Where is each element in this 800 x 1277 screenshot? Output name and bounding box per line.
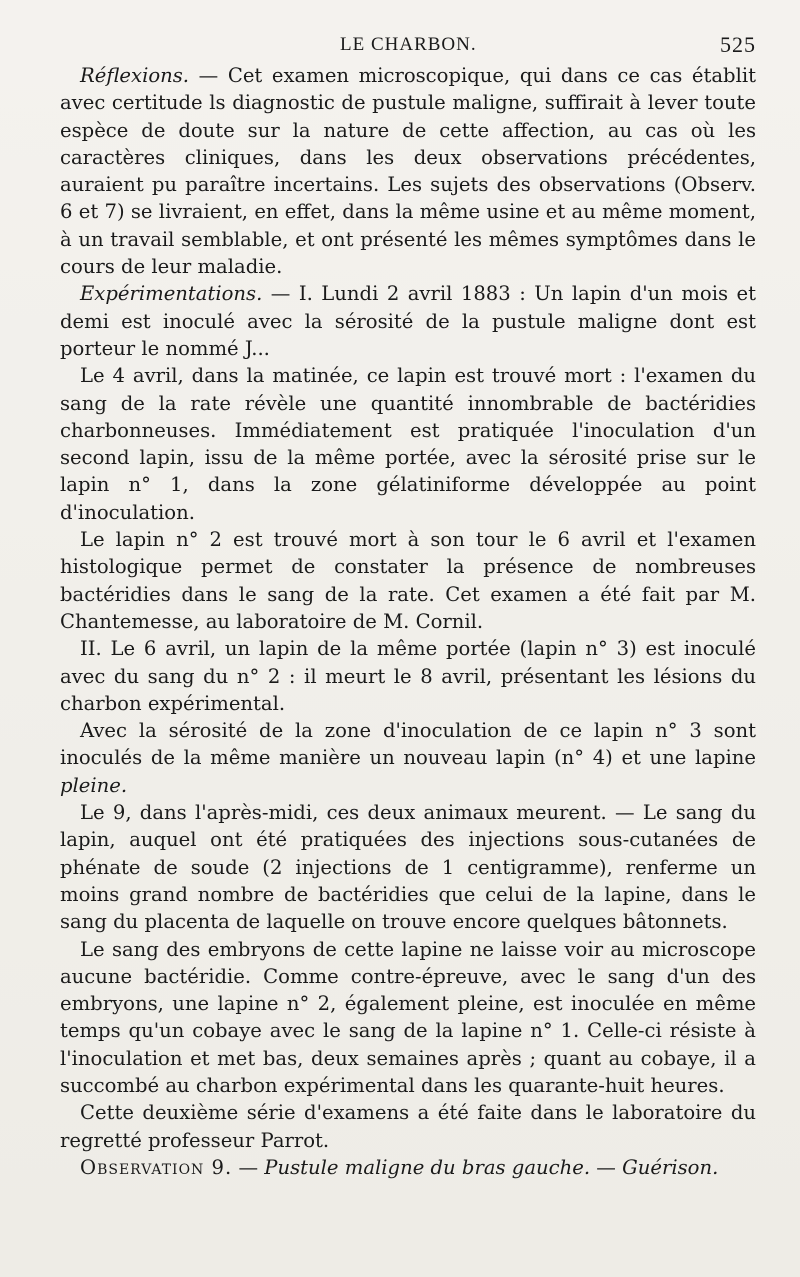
observation-separator: — bbox=[232, 1155, 265, 1179]
observation-heading bbox=[60, 1154, 756, 1181]
paragraph-tail: pleine. bbox=[60, 773, 128, 797]
observation-outcome: Guérison. bbox=[622, 1155, 719, 1179]
running-head bbox=[60, 28, 756, 62]
paragraph-text: Cette deuxième série d'examens a été faite dans le laboratoire du regretté professeur Parrot. bbox=[60, 1101, 756, 1152]
paragraph-reflexions bbox=[60, 62, 756, 280]
running-title: LE CHARBON. bbox=[340, 34, 477, 55]
paragraph-experimentations bbox=[60, 280, 756, 362]
paragraph-text: Le 4 avril, dans la matinée, ce lapin est trouvé mort : l'examen du sang de la rate révèle une quantité innombrable de bactéridies charbonneuses. Immédiatement est pratiquée l'inoculation d'un second lapin, issu de la même portée, avec la sérosité prise sur le lapin n° 1, dans la zone gélatiniforme développée au point d'inoculation. bbox=[60, 364, 756, 524]
paragraph bbox=[60, 717, 756, 799]
body-text bbox=[60, 62, 756, 1181]
paragraph-text: Le 9, dans l'après-midi, ces deux animaux meurent. — Le sang du lapin, auquel ont été pratiquées des injections sous-cutanées de phénate de soude (2 injections de 1 centigramme), renferme un moins grand nombre de bactéridies que celui de la lapine, dans le sang du placenta de laquelle on trouve encore quelques bâtonnets. bbox=[60, 801, 756, 934]
paragraph-text: II. Le 6 avril, un lapin de la même portée (lapin n° 3) est inoculé avec du sang du n° 2 : il meurt le 8 avril, présentant les lésions du charbon expérimental. bbox=[60, 637, 756, 715]
paragraph-text: Avec la sérosité de la zone d'inoculation de ce lapin n° 3 sont inoculés de la même manière un nouveau lapin (n° 4) et une lapine bbox=[60, 719, 756, 770]
paragraph-text: Le sang des embryons de cette lapine ne laisse voir au microscope aucune bactéridie. Comme contre-épreuve, avec le sang d'un des embryons, une lapine n° 2, également pleine, est inoculée en même temps qu'un cobaye avec le sang de la lapine n° 1. Celle-ci résiste à l'inoculation et met bas, deux semaines après ; quant au cobaye, il a succombé au charbon expérimental dans les quarante-huit heures. bbox=[60, 937, 756, 1097]
paragraph bbox=[60, 362, 756, 526]
paragraph bbox=[60, 936, 756, 1100]
observation-separator: — bbox=[590, 1155, 623, 1179]
page-number: 525 bbox=[720, 32, 756, 57]
paragraph bbox=[60, 1099, 756, 1154]
observation-label: Observation 9. bbox=[80, 1155, 233, 1179]
paragraph-text: Le lapin n° 2 est trouvé mort à son tour le 6 avril et l'examen histologique permet de constater la présence de nombreuses bactéridies dans le sang de la rate. Cet examen a été fait par M. Chantemesse, au laboratoire de M. Cornil. bbox=[60, 528, 756, 633]
observation-title: Pustule maligne du bras gauche. bbox=[264, 1155, 591, 1179]
paragraph-lead: Réflexions. bbox=[80, 64, 190, 87]
paragraph bbox=[60, 799, 756, 935]
paragraph-text: — I. Lundi 2 avril 1883 : Un lapin d'un mois et demi est inoculé avec la sérosité de la pustule maligne dont est porteur le nommé J... bbox=[60, 282, 756, 360]
paragraph-text: — Cet examen microscopique, qui dans ce cas établit avec certitude ls diagnostic de pustule maligne, suffirait à lever toute espèce de doute sur la nature de cette affection, au cas où les caractères cliniques, dans les deux observations précédentes, auraient pu paraître incertains. Les sujets des observations (Observ. 6 et 7) se livraient, en effet, dans la même usine et au même moment, à un travail semblable, et ont présenté les mêmes symptômes dans le cours de leur maladie. bbox=[60, 64, 756, 279]
paragraph bbox=[60, 526, 756, 635]
paragraph bbox=[60, 635, 756, 717]
paragraph-lead: Expérimentations. bbox=[80, 282, 263, 306]
